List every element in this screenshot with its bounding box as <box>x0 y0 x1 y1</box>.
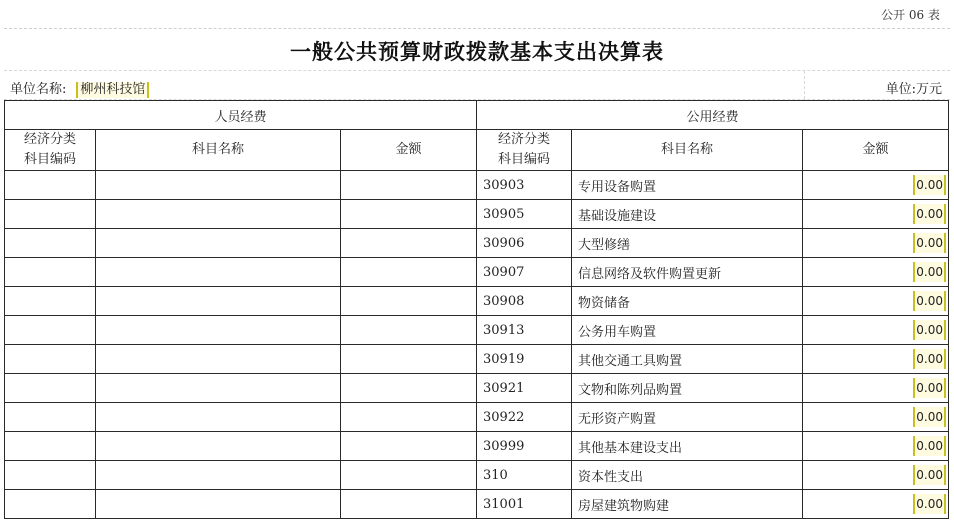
public-amount-cell <box>803 432 949 461</box>
personnel-amount-cell <box>341 229 477 258</box>
expense-table <box>4 100 949 519</box>
personnel-amount-cell <box>341 432 477 461</box>
public-code-cell: 30905 <box>477 200 572 229</box>
public-name-cell: 资本性支出 <box>572 461 803 490</box>
column-header-row <box>5 130 949 171</box>
public-name-cell: 基础设施建设 <box>572 200 803 229</box>
personnel-amount-cell <box>341 287 477 316</box>
amount-input[interactable]: 0.00 <box>913 465 946 485</box>
public-amount-cell <box>803 403 949 432</box>
personnel-code-cell <box>5 490 96 519</box>
public-amount-cell <box>803 316 949 345</box>
public-name-cell: 文物和陈列品购置 <box>572 374 803 403</box>
table-row <box>5 403 949 432</box>
public-amount-cell <box>803 345 949 374</box>
public-code-cell: 30922 <box>477 403 572 432</box>
amount-input[interactable]: 0.00 <box>913 407 946 427</box>
unit-name-group <box>10 78 149 98</box>
public-amount-cell <box>803 258 949 287</box>
personnel-name-cell <box>96 200 341 229</box>
public-code-cell: 30913 <box>477 316 572 345</box>
personnel-amount-cell <box>341 403 477 432</box>
personnel-code-cell <box>5 316 96 345</box>
table-row <box>5 345 949 374</box>
personnel-code-cell <box>5 229 96 258</box>
personnel-code-cell <box>5 403 96 432</box>
public-amount-cell <box>803 374 949 403</box>
personnel-amount-cell <box>341 374 477 403</box>
amount-input[interactable]: 0.00 <box>913 494 946 514</box>
personnel-name-cell <box>96 374 341 403</box>
public-name-cell: 其他交通工具购置 <box>572 345 803 374</box>
unit-name-field[interactable]: 柳州科技馆 <box>76 82 149 98</box>
personnel-code-cell <box>5 461 96 490</box>
public-code-cell: 31001 <box>477 490 572 519</box>
amount-input[interactable]: 0.00 <box>913 436 946 456</box>
public-code-header: 经济分类 科目编码 <box>477 130 572 171</box>
personnel-code-cell <box>5 171 96 200</box>
public-name-cell: 其他基本建设支出 <box>572 432 803 461</box>
personnel-amount-header: 金额 <box>341 130 477 171</box>
amount-input[interactable]: 0.00 <box>913 204 946 224</box>
personnel-code-cell <box>5 374 96 403</box>
personnel-amount-cell <box>341 316 477 345</box>
public-code-cell: 310 <box>477 461 572 490</box>
public-name-cell: 物资储备 <box>572 287 803 316</box>
public-code-cell: 30907 <box>477 258 572 287</box>
amount-input[interactable]: 0.00 <box>913 378 946 398</box>
personnel-expense-header: 人员经费 <box>5 101 477 130</box>
unit-row <box>4 70 950 100</box>
public-expense-header: 公用经费 <box>477 101 949 130</box>
public-code-cell: 30908 <box>477 287 572 316</box>
personnel-amount-cell <box>341 171 477 200</box>
table-number: 公开 06 表 <box>881 8 940 22</box>
personnel-code-cell <box>5 287 96 316</box>
personnel-code-cell <box>5 432 96 461</box>
public-name-cell: 信息网络及软件购置更新 <box>572 258 803 287</box>
table-row <box>5 374 949 403</box>
personnel-name-cell <box>96 258 341 287</box>
amount-input[interactable]: 0.00 <box>913 175 946 195</box>
personnel-code-cell <box>5 258 96 287</box>
personnel-amount-cell <box>341 345 477 374</box>
table-number-row <box>4 0 950 29</box>
personnel-code-header: 经济分类 科目编码 <box>5 130 96 171</box>
public-code-cell: 30919 <box>477 345 572 374</box>
amount-input[interactable]: 0.00 <box>913 320 946 340</box>
table-row <box>5 200 949 229</box>
public-name-cell: 公务用车购置 <box>572 316 803 345</box>
public-code-cell: 30921 <box>477 374 572 403</box>
table-row <box>5 316 949 345</box>
personnel-code-cell <box>5 200 96 229</box>
table-row <box>5 490 949 519</box>
personnel-name-cell <box>96 229 341 258</box>
personnel-amount-cell <box>341 461 477 490</box>
public-amount-cell <box>803 200 949 229</box>
table-row <box>5 461 949 490</box>
public-code-cell: 30903 <box>477 171 572 200</box>
public-name-cell: 专用设备购置 <box>572 171 803 200</box>
amount-input[interactable]: 0.00 <box>913 291 946 311</box>
personnel-name-cell <box>96 461 341 490</box>
amount-input[interactable]: 0.00 <box>913 233 946 253</box>
personnel-amount-cell <box>341 258 477 287</box>
public-name-cell: 大型修缮 <box>572 229 803 258</box>
personnel-name-cell <box>96 403 341 432</box>
amount-input[interactable]: 0.00 <box>913 349 946 369</box>
personnel-name-cell <box>96 171 341 200</box>
unit-row-divider <box>804 71 805 99</box>
public-amount-cell <box>803 490 949 519</box>
table-row <box>5 258 949 287</box>
public-name-header: 科目名称 <box>572 130 803 171</box>
public-code-cell: 30906 <box>477 229 572 258</box>
table-row <box>5 287 949 316</box>
group-header-row <box>5 101 949 130</box>
personnel-name-header: 科目名称 <box>96 130 341 171</box>
public-amount-header: 金额 <box>803 130 949 171</box>
public-name-cell: 房屋建筑物购建 <box>572 490 803 519</box>
currency-unit: 单位:万元 <box>885 82 942 97</box>
public-name-cell: 无形资产购置 <box>572 403 803 432</box>
table-row <box>5 229 949 258</box>
table-row <box>5 171 949 200</box>
personnel-amount-cell <box>341 200 477 229</box>
personnel-name-cell <box>96 490 341 519</box>
personnel-code-cell <box>5 345 96 374</box>
public-amount-cell <box>803 287 949 316</box>
personnel-name-cell <box>96 432 341 461</box>
public-code-cell: 30999 <box>477 432 572 461</box>
public-amount-cell <box>803 171 949 200</box>
public-amount-cell <box>803 229 949 258</box>
personnel-name-cell <box>96 316 341 345</box>
amount-input[interactable]: 0.00 <box>913 262 946 282</box>
unit-name-label: 单位名称: <box>10 82 67 97</box>
personnel-name-cell <box>96 287 341 316</box>
personnel-amount-cell <box>341 490 477 519</box>
personnel-name-cell <box>96 345 341 374</box>
report-title: 一般公共预算财政拨款基本支出决算表 <box>290 39 664 64</box>
public-amount-cell <box>803 461 949 490</box>
table-row <box>5 432 949 461</box>
